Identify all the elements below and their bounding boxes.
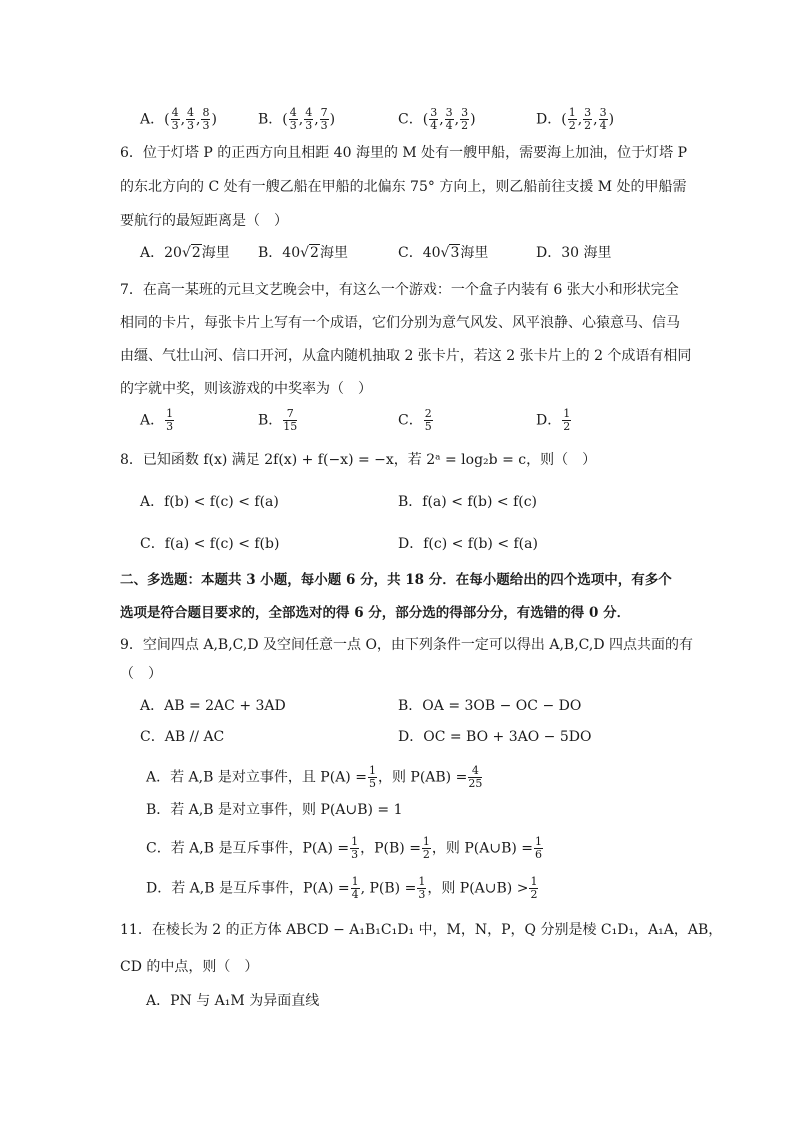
q10-option-a: A．若 A,B 是对立事件，且 P(A) = $\frac{1}{5}$ ，则 P(AB) = $\frac{4}{25}$ <box>146 764 483 790</box>
q7-stem-line2: 相同的卡片，每张卡片上写有一个成语，它们分别为意气风发、风平浪静、心猿意马、信马 <box>120 315 680 331</box>
q9-stem-line2: （ ） <box>120 666 162 682</box>
q7-option-c: C． $\frac{2}{5}$ <box>398 407 432 433</box>
q6-option-a: A．20√2海里 <box>140 245 230 261</box>
q8-option-c: C．f(a) < f(c) < f(b) <box>140 536 280 552</box>
q10-option-c: C．若 A,B 是互斥事件，P(A) = $\frac{1}{3}$ ，P(B) = $\frac{1}{2}$ ，则 P(A∪B) = $\frac{1}{6}$ <box>146 835 543 861</box>
q9-option-d: D．OC = BO + 3AO − 5DO <box>398 729 592 745</box>
q6-option-b: B．40√2海里 <box>258 245 348 261</box>
q8-option-d: D．f(c) < f(b) < f(a) <box>398 536 538 552</box>
q8-option-a: A．f(b) < f(c) < f(a) <box>140 494 279 510</box>
q9-option-c: C．AB // AC <box>140 729 225 745</box>
q7-option-a: A． $\frac{1}{3}$ <box>140 407 174 433</box>
q6-option-d: D．30 海里 <box>536 245 612 261</box>
section2-header-line2: 选项是符合题目要求的，全部选对的得 6 分，部分选的得部分分，有选错的得 0 分． <box>120 605 631 621</box>
q7-stem-line4: 的字就中奖，则该游戏的中奖率为（ ） <box>120 381 372 397</box>
q7-option-d: D． $\frac{1}{2}$ <box>536 407 571 433</box>
q5-option-c: C．( $\frac{3}{4}$ , $\frac{3}{4}$ , $\frac{3}{2}$ ) <box>398 106 476 132</box>
q7-option-b: B． $\frac{7}{15}$ <box>258 407 298 433</box>
q7-stem-line1: 7．在高一某班的元旦文艺晚会中，有这么一个游戏：一个盒子内装有 6 张大小和形状完全 <box>120 282 679 298</box>
q5-option-d: D．( $\frac{1}{2}$ , $\frac{3}{2}$ , $\frac{3}{4}$ ) <box>536 106 615 132</box>
q5-option-b: B．( $\frac{4}{3}$ , $\frac{4}{3}$ , $\frac{7}{3}$ ) <box>258 106 336 132</box>
q7-stem-line3: 由缰、气壮山河、信口开河，从盒内随机抽取 2 张卡片，若这 2 张卡片上的 2 个成语有相同 <box>120 348 692 364</box>
section2-header-line1: 二、多选题：本题共 3 小题，每小题 6 分，共 18 分．在每小题给出的四个选项中，有多个 <box>120 572 672 588</box>
q6-stem-line3: 要航行的最短距离是（ ） <box>120 213 288 229</box>
q9-stem-line1: 9．空间四点 A,B,C,D 及空间任意一点 O，由下列条件一定可以得出 A,B,C,D 四点共面的有 <box>120 637 694 653</box>
q9-option-a: A．AB = 2AC + 3AD <box>140 698 286 714</box>
q6-stem-line1: 6．位于灯塔 P 的正西方向且相距 40 海里的 M 处有一艘甲船，需要海上加油，位于灯塔 P <box>120 145 688 161</box>
q11-stem-line1: 11．在棱长为 2 的正方体 ABCD − A₁B₁C₁D₁ 中，M，N，P，Q 分别是棱 C₁D₁，A₁A，AB， <box>120 922 723 938</box>
q11-stem-line2: CD 的中点，则（ ） <box>120 959 259 975</box>
q10-option-b: B．若 A,B 是对立事件，则 P(A∪B) = 1 <box>146 802 403 818</box>
q10-option-d: D．若 A,B 是互斥事件，P(A) = $\frac{1}{4}$ , P(B) = $\frac{1}{3}$ ，则 P(A∪B) > $\frac{1}{2}$ <box>146 875 538 901</box>
q8-stem: 8．已知函数 f(x) 满足 2f(x) + f(−x) = −x，若 2ᵃ = log₂b = c，则（ ） <box>120 452 597 468</box>
q6-option-c: C．40√3海里 <box>398 245 489 261</box>
q6-stem-line2: 的东北方向的 C 处有一艘乙船在甲船的北偏东 75° 方向上，则乙船前往支援 M 处的甲船需 <box>120 179 687 195</box>
q5-option-a: A．( $\frac{4}{3}$ , $\frac{4}{3}$ , $\frac{8}{3}$ ) <box>140 106 217 132</box>
q9-option-b: B．OA = 3OB − OC − DO <box>398 698 582 714</box>
q8-option-b: B．f(a) < f(b) < f(c) <box>398 494 538 510</box>
q11-option-a: A．PN 与 A₁M 为异面直线 <box>146 993 320 1009</box>
